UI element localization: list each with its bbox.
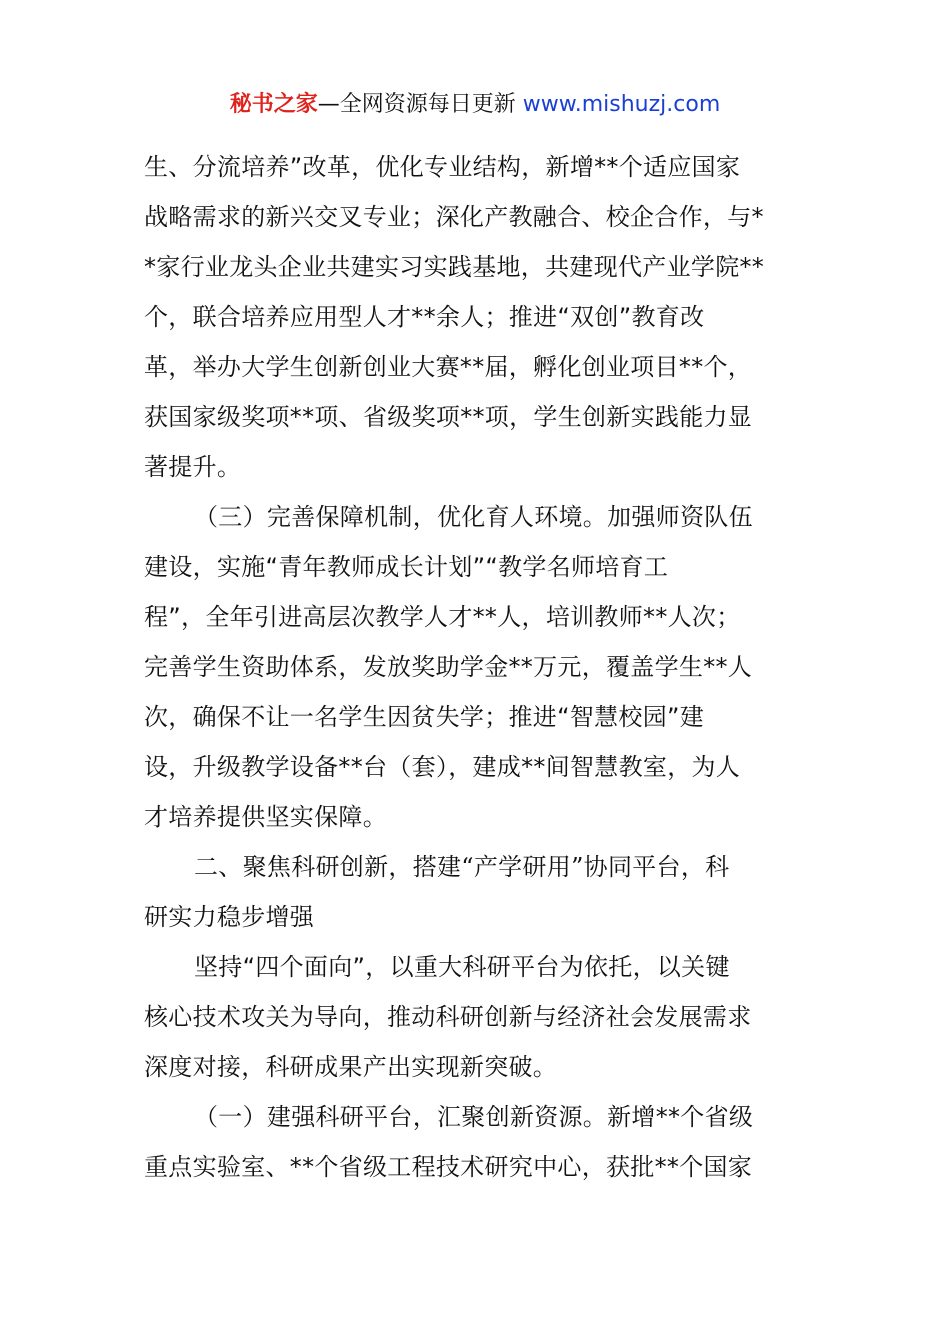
text-line: 个，联合培养应用型人才**余人；推进“双创”教育改 [144,303,705,331]
section-heading-line: 二、聚焦科研创新，搭建“产学研用”协同平台，科 [194,853,730,881]
text-line: 深度对接，科研成果产出实现新突破。 [144,1053,558,1081]
site-brand: 秘书之家 [229,92,318,117]
paragraph-start-line: （一）建强科研平台，汇聚创新资源。新增**个省级 [194,1103,754,1131]
text-line: 获国家级奖项**项、省级奖项**项，学生创新实践能力显 [144,403,753,431]
text-line: 核心技术攻关为导向，推动科研创新与经济社会发展需求 [144,1003,752,1031]
text-line: 战略需求的新兴交叉专业；深化产教融合、校企合作，与* [144,203,764,231]
text-line: 完善学生资助体系，发放奖助学金**万元，覆盖学生**人 [144,653,753,681]
site-tagline: —全网资源每日更新 [317,92,523,117]
paragraph-start-line: 坚持“四个面向”，以重大科研平台为依托，以关键 [194,953,730,981]
text-line: 才培养提供坚实保障。 [144,803,387,831]
paragraph-start-line: （三）完善保障机制，优化育人环境。加强师资队伍 [194,503,753,531]
text-line: 次，确保不让一名学生因贫失学；推进“智慧校园”建 [144,703,705,731]
text-line: 重点实验室、**个省级工程技术研究中心，获批**个国家 [144,1153,753,1181]
text-line: 生、分流培养”改革，优化专业结构，新增**个适应国家 [144,153,741,181]
text-line: 建设，实施“青年教师成长计划”“教学名师培育工 [144,553,669,581]
text-line: 程”，全年引进高层次教学人才**人，培训教师**人次； [144,603,741,631]
section-heading-line: 研实力稳步增强 [144,903,315,931]
site-url-link[interactable]: www.mishuzj.com [522,92,721,117]
text-line: *家行业龙头企业共建实习实践基地，共建现代产业学院** [144,253,765,281]
site-header [0,88,950,122]
text-line: 设，升级教学设备**台（套），建成**间智慧教室，为人 [144,753,741,781]
text-line: 革，举办大学生创新创业大赛**届，孵化创业项目**个， [144,353,753,381]
text-line: 著提升。 [144,453,242,481]
